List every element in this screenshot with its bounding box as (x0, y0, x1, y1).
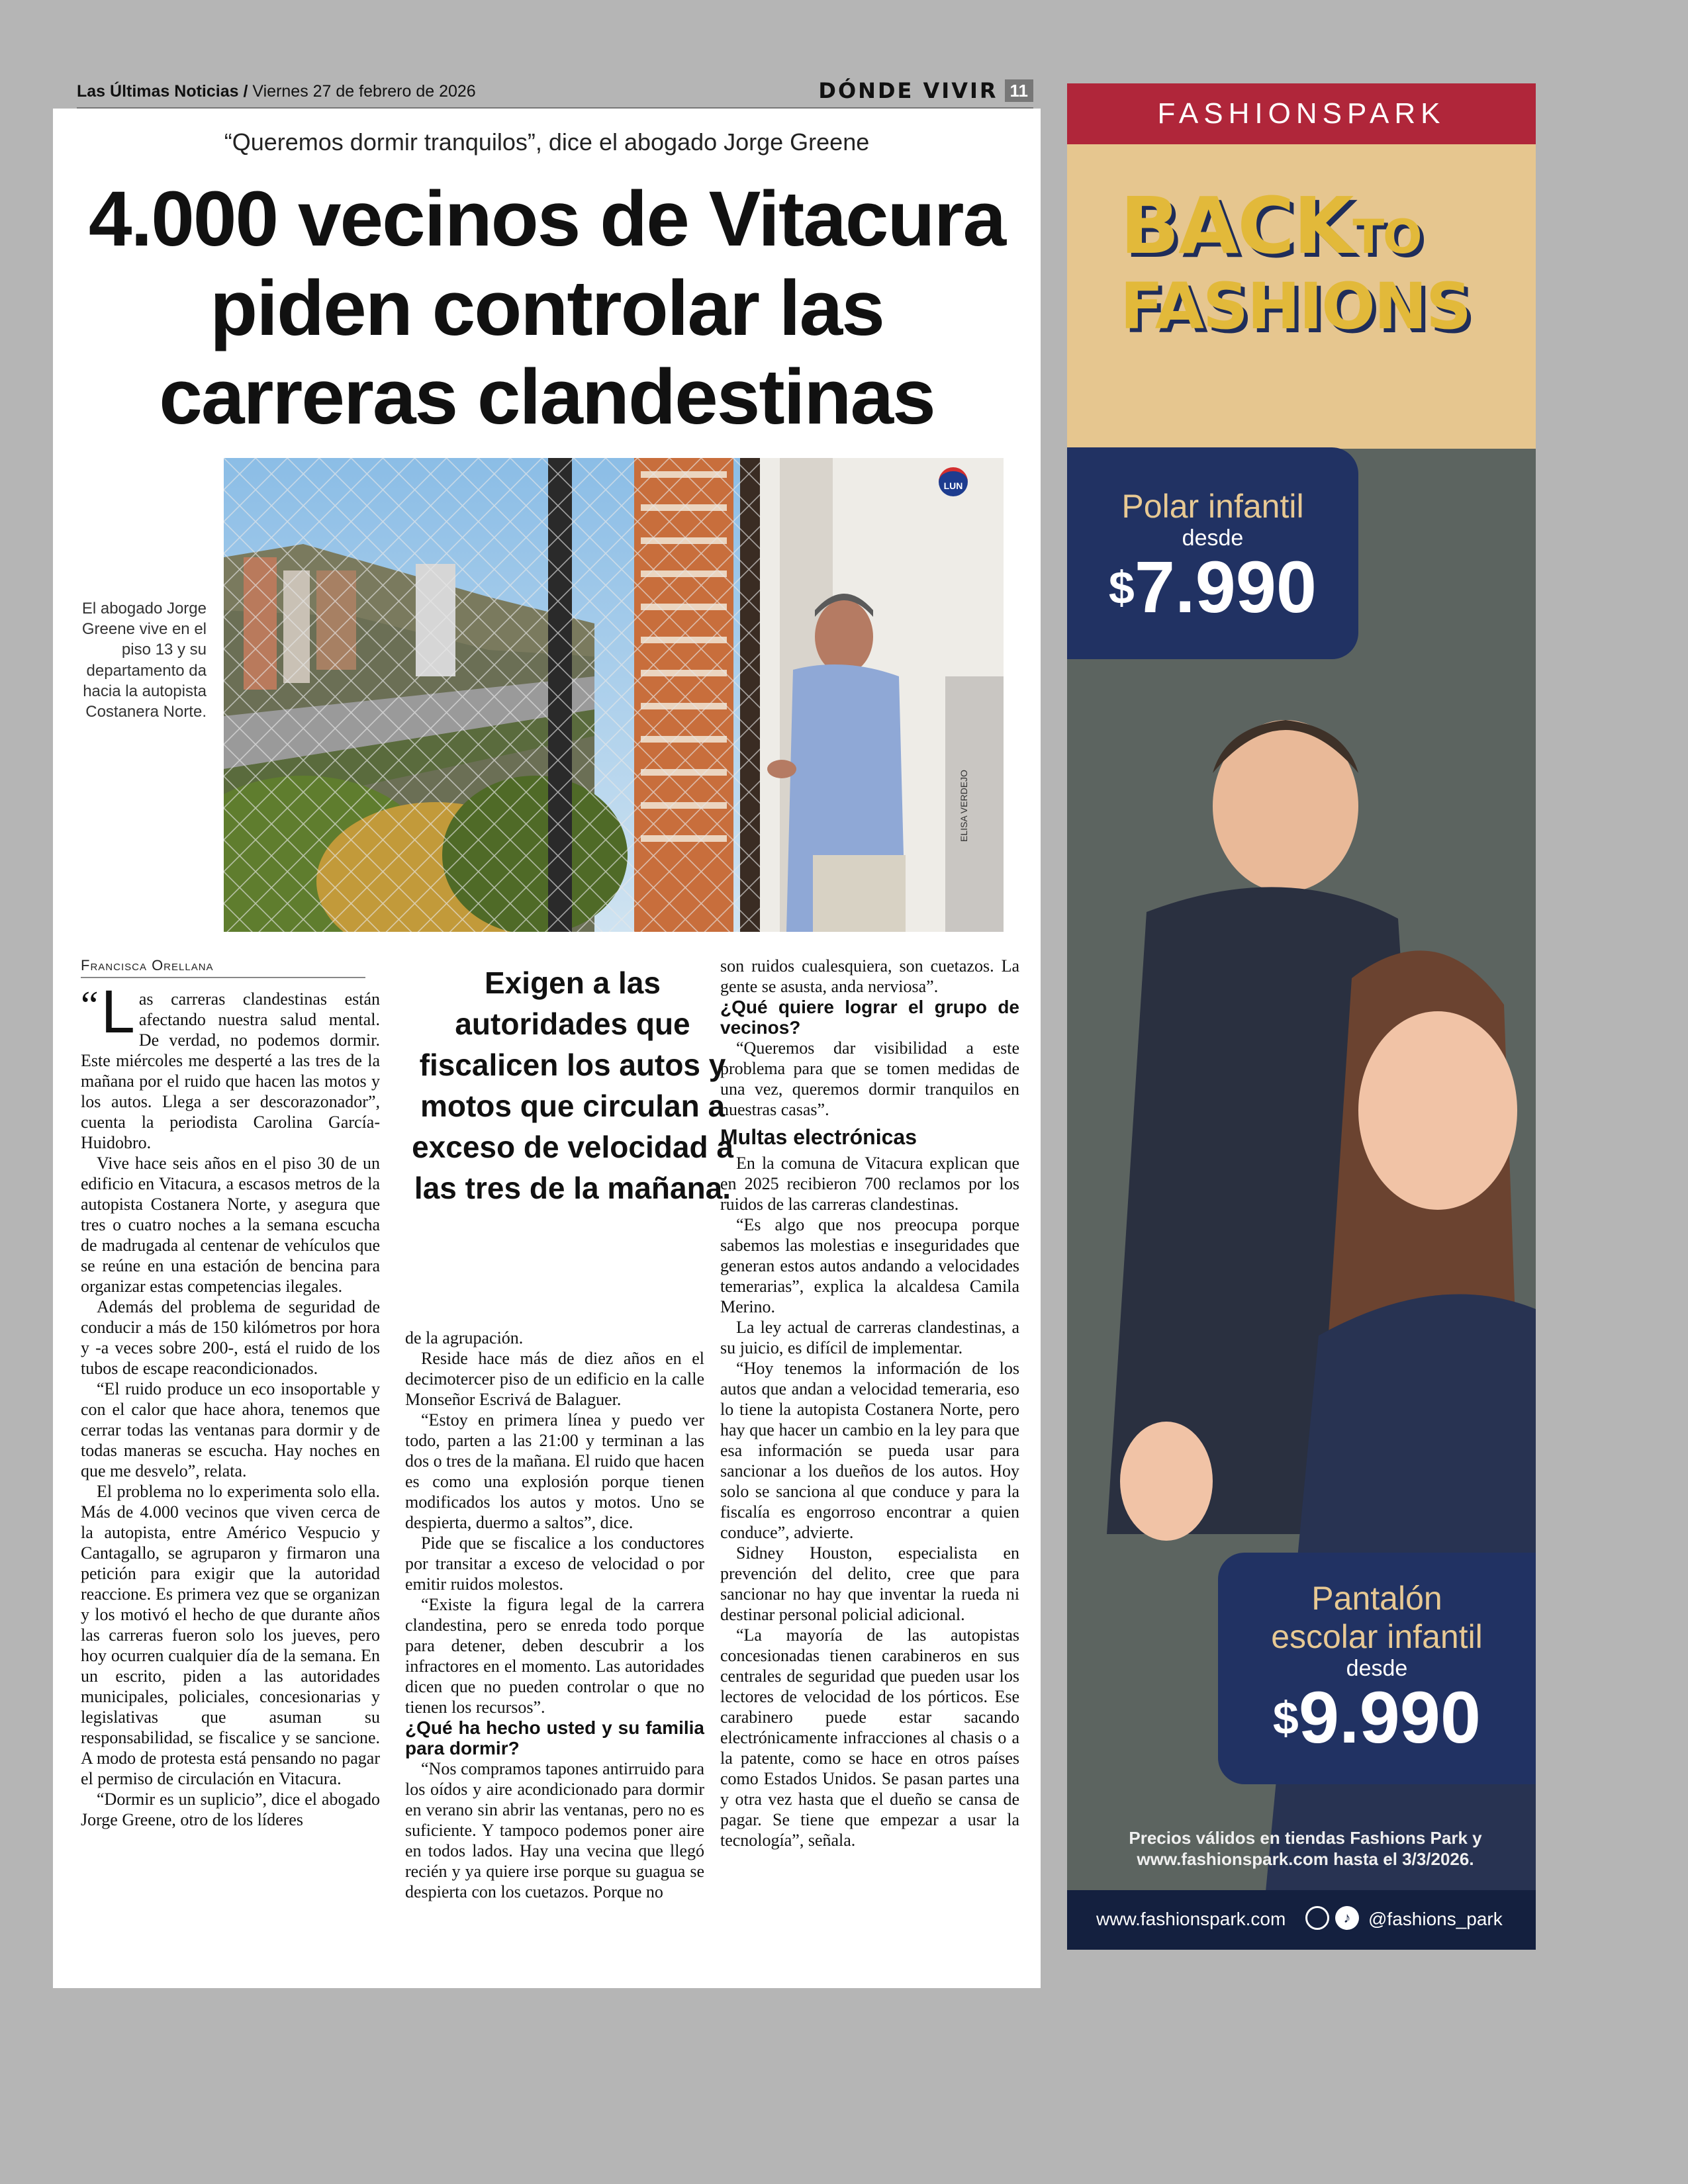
article-column-2 (405, 1328, 704, 1902)
body-paragraph: Reside hace más de diez años en el decimotercer piso de un edificio en la calle Monseñor Escrivá de Balaguer. (405, 1349, 704, 1409)
price-value: 9.990 (1298, 1677, 1481, 1758)
body-paragraph: Sidney Houston, especialista en prevención del delito, cree que para sancionar no hay que inventar la rueda ni destinar personal policial adicional. (720, 1543, 1019, 1624)
article-page (53, 109, 1041, 1988)
campaign-logo (1120, 180, 1491, 343)
headline-line: 4.000 vecinos de Vitacura (88, 175, 1006, 263)
photo-caption: El abogado Jorge Greene vive en el piso 13 y su departamento da hacia la autopista Costanera Norte. (81, 600, 207, 721)
body-paragraph: La ley actual de carreras clandestinas, a su juicio, es difícil de implementar. (720, 1318, 1019, 1357)
body-paragraph: de la agrupación. (405, 1328, 524, 1347)
body-paragraph: Vive hace seis años en el piso 30 de un edificio en Vitacura, a escasos metros de la autopista Costanera Norte, y asegura que tres o cuatro noches a la semana escucha de madrugada al centenar de vehículos que se reúne en una estación de bencina para organizar estas competencias ilegales. (81, 1154, 380, 1296)
page-number: 11 (1005, 79, 1034, 102)
body-paragraph: “La mayoría de las autopistas concesionadas tienen carabineros en sus centrales de seguridad que pueden usar los lectores de velocidad de los pórticos. Ese carabinero puede estar sacando electrónicamente infracciones al chasis o a la patente, como se hace en otros países como Estados Unidos. Se pasan partes una y otra vez hasta que el dueño se cansa de pagar. Se tiene que empezar a usar la tecnología”, señala. (720, 1625, 1019, 1850)
interview-question: ¿Qué quiere lograr el grupo de vecinos? (720, 997, 1019, 1038)
campaign-to: TO (1352, 210, 1421, 264)
lead-paragraph (81, 978, 380, 1153)
ad-disclaimer: Precios válidos en tiendas Fashions Park y www.fashionspark.com hasta el 3/3/2026. (1129, 1828, 1482, 1869)
offer-polar (1067, 447, 1358, 659)
body-paragraph: Pide que se fiscalice a los conductores por transitar a exceso de velocidad o por emitir ruidos molestos. (405, 1533, 704, 1594)
campaign-fashions: FASHIONS (1120, 269, 1471, 343)
campaign-back: BACK (1120, 180, 1353, 271)
masthead-separator: / (243, 82, 248, 101)
offer-pantalon-from: desde (1346, 1656, 1408, 1681)
masthead (77, 78, 1033, 110)
body-paragraph: “Queremos dar visibilidad a este problema para que se tomen medidas de una vez, queremos dormir tranquilos en nuestras casas”. (720, 1038, 1019, 1119)
ad-social-handle[interactable]: @fashions_park (1368, 1909, 1503, 1929)
body-paragraph: “El ruido produce un eco insoportable y con el calor que hace ahora, tenemos que cerrar todas las ventanas para dormir y de todas maneras se escucha. Hay noches en que me desvelo”, relata. (81, 1379, 380, 1480)
body-paragraph: En la comuna de Vitacura explican que en 2025 recibieron 700 reclamos por los ruidos de las carreras clandestinas. (720, 1154, 1019, 1214)
offer-pantalon (1218, 1553, 1536, 1784)
section-name: DÓNDE VIVIR (818, 78, 998, 103)
offer-pantalon-title-line1: Pantalón (1311, 1580, 1442, 1617)
body-paragraph: “Nos compramos tapones antirruido para los oídos y aire acondicionado para dormir en verano sin abrir las ventanas, pero no es suficiente. Y tampoco podemos poner aire en todos lados. Hay una vecina que llegó recién y ya quiere irse porque su guagua se despierta con los cuetazos. Porque no (405, 1759, 704, 1901)
body-paragraph: El problema no lo experimenta solo ella. Más de 4.000 vecinos que viven cerca de la autopista, entre Américo Vespucio y Cantagallo, se agruparon y firmaron una petición para exigir que la autoridad reaccione. Es primera vez que se organizan y los motivó el hecho de que durante años las carreras fueron solo los jueves, pero hoy ocurren cualquier día de la semana. En un escrito, piden a las autoridades municipales, policiales, concesionarias y legislativas que asuman su responsabilidad, se fiscalice y se sancione. A modo de protesta está pensando no pagar el permiso de circulación en Vitacura. (81, 1482, 380, 1788)
balcony-photo-illustration (224, 458, 1004, 932)
ad-footer (1067, 1890, 1536, 1950)
issue-date: Viernes 27 de febrero de 2026 (252, 82, 476, 101)
body-paragraph: “Es algo que nos preocupa porque sabemos las molestias e inseguridades que generan estos autos andando a velocidades temerarias”, explica la alcaldesa Camila Merino. (720, 1215, 1019, 1316)
photo-credit: ELISA VERDEJO (959, 770, 969, 842)
currency-sign: $ (1272, 1692, 1299, 1744)
body-paragraph: “Estoy en primera línea y puedo ver todo, parten a las 21:00 y terminan a las dos o tres de la mañana. El ruido que hacen es como una explosión porque tienen modificados los autos y motos. Uno se despierta, duermo a saltos”, dice. (405, 1410, 704, 1532)
price-value: 7.990 (1134, 547, 1317, 628)
body-paragraph: “Dormir es un suplicio”, dice el abogado Jorge Greene, otro de los líderes (81, 1790, 380, 1829)
article-column-3 (720, 956, 1019, 1850)
article-kicker: “Queremos dormir tranquilos”, dice el abogado Jorge Greene (224, 128, 870, 156)
article-column-1 (81, 978, 380, 1830)
pull-quote: Exigen a las autoridades que fiscalicen los autos y motos que circulan a exceso de velocidad a las tres de la mañana. (412, 966, 733, 1205)
instagram-icon[interactable] (1305, 1906, 1329, 1930)
offer-polar-from: desde (1182, 525, 1244, 551)
offer-pantalon-price (1218, 1677, 1536, 1758)
headline-line: carreras clandestinas (159, 353, 935, 441)
ad-brand-banner: FASHIONSPARK (1067, 83, 1536, 144)
lun-badge: LUN (939, 467, 968, 496)
headline-line: piden controlar las (210, 264, 884, 352)
offer-pantalon-title-line2: escolar infantil (1271, 1618, 1483, 1655)
article-photo (224, 458, 1004, 932)
drop-cap: L (101, 978, 135, 1046)
body-paragraph: “Hoy tenemos la información de los autos que andan a velocidad temeraria, eso lo tiene la autopista Costanera Norte, pero hay que hacer un cambio en la ley para que esa información se pueda usar para sancionar a los dueños de los autos. Hoy solo se sanciona al que conduce y para la fiscalía es engorroso encontrar a quien conduce”, advierte. (720, 1359, 1019, 1542)
newspaper-name: Las Últimas Noticias (77, 82, 239, 101)
masthead-left (77, 82, 476, 101)
body-paragraph: son ruidos cualesquiera, son cuetazos. La gente se asusta, anda nerviosa”. (720, 956, 1019, 996)
body-paragraph: “Existe la figura legal de la carrera clandestina, pero se enreda todo porque para detener, deben descubrir a los infractores en el momento. Las autoridades dicen que no pueden controlar o que no tienen los recursos”. (405, 1595, 704, 1717)
masthead-right (818, 78, 1033, 103)
byline: Francisca Orellana (81, 957, 365, 978)
body-paragraph: Además del problema de seguridad de conducir a más de 150 kilómetros por hora y -a veces sobre 200-, está el ruido de los tubos de escape reacondicionados. (81, 1297, 380, 1378)
opening-quote: “ (81, 983, 99, 1027)
fashionspark-ad[interactable] (1067, 83, 1536, 1950)
subheading: Multas electrónicas (720, 1125, 917, 1149)
offer-pantalon-title (1218, 1579, 1536, 1656)
currency-sign: $ (1108, 562, 1135, 614)
tiktok-icon[interactable]: ♪ (1335, 1906, 1359, 1930)
offer-polar-title: Polar infantil (1121, 488, 1304, 525)
ad-website[interactable]: www.fashionspark.com (1096, 1909, 1286, 1929)
article-headline (79, 175, 1014, 442)
lead-text: as carreras clandestinas están afectando nuestra salud mental. De verdad, no podemos dormir. Este miércoles me desperté a las tres de la mañana por el ruido que hacen las motos y los autos. Llega a ser descorazonador”, cuenta la periodista Carolina García-Huidobro. (81, 989, 380, 1152)
offer-polar-price (1067, 547, 1358, 628)
interview-question: ¿Qué ha hecho usted y su familia para dormir? (405, 1717, 704, 1758)
